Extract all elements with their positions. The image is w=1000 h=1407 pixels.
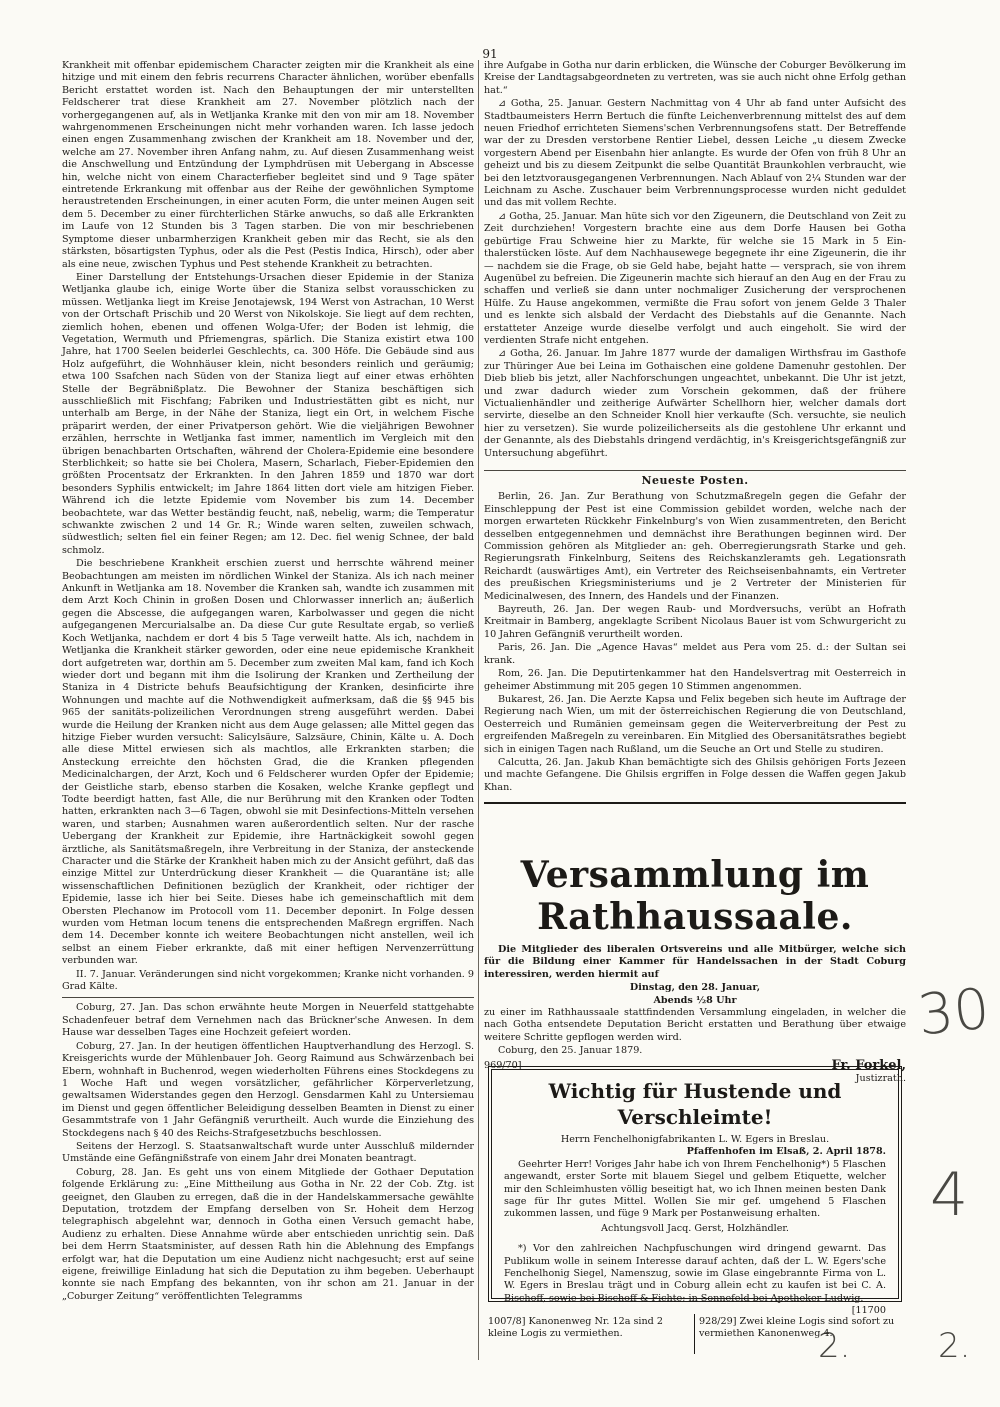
assembly-title: Versammlung im Rathhaussaale. xyxy=(520,854,870,938)
ad-body: Geehrter Herr! Voriges Jahr habe ich von Ihrem Fenchelhonig*) 5 Flaschen angewandt, erster Sorte mit blauem Siegel und gelbem Etiquette, welcher mir den Schleimhusten völlig beseitigt hat, wo ich Ihnen meinen besten Dank sage für Ihr gutes Mittel. Wollen Sie mir gef. umgehend 5 Flaschen zukommen lassen, und füge 9 Mark per Postanweisung erhalten. xyxy=(504,1158,886,1220)
article-paragraph: Einer Darstellung der Entstehungs-Ursachen dieser Epidemie in der Staniza Wetljanka glaube ich, einige Worte über die Staniza selbst vorausschicken zu müssen. Wetljanka liegt im Kreise Jenotajewsk, 194 Werst von Astrachan, 10 Werst von der Ortschaft Prischib und 20 Werst von Nikolskoje. Sie liegt auf dem rechten, ziemlich hohen, ebenen und offenen Wolga-Ufer; der Boden ist lehmig, die Vegetation, Wermuth und Pfriemengras, spärlich. Die Staniza existirt etwa 100 Jahre, hat 1700 Seelen beiderlei Geschlechts, ca. 300 Höfe. Die Gebäude sind aus Holz aufgeführt, die Wohnhäuser klein, nicht besonders reinlich und geräumig; etwa 100 Ssafchen nach Süden von der Staniza liegt auf einer etwas erhöhten Stelle der Begräbnißplatz. Die Bewohner der Staniza beschäftigen sich ausschließlich mit Fischfang; Fabriken und Industriestätten gibt es nicht, nur unterhalb am Berge, in der Nähe der Staniza, liegt ein Ort, in welchem Fische präparirt werden, der einer Privatperson gehört. Wie die vieljährigen Bewohner erzählen, herrschte in Wetljanka fast immer, namentlich im Vergleich mit den übrigen benachbarten Ortschaften, während der Cholera-Epidemie eine besondere Sterblichkeit; so hatte sie bei Cholera, Masern, Scharlach, Fieber-Epidemien den größten Procentsatz der Erkrankten. In den Jahren 1859 und 1870 war dort besonders Syphilis entwickelt; im Jahre 1864 litten dort viele am hitzigen Fieber. Während ich die letzte Epidemie vom November bis zum 14. December beobachtete, war das Wetter beständig feucht, naß, nebelig, warm; die Temperatur schwankte zwischen 2 und 14 Gr. R.; Winde waren selten, zuweilen schwach, südwestlich; selten fiel ein feiner Regen; am 12. Dec. fiel wenig Schnee, der bald schmolz. xyxy=(62,271,474,556)
classified-left: 1007/8] Kanonenweg Nr. 12a sind 2 kleine Logis zu vermiethen. xyxy=(488,1316,663,1340)
assembly-time: Abends ½8 Uhr xyxy=(653,994,737,1006)
fenchelhonig-advertisement xyxy=(488,1066,902,1317)
news-item: ⊿ Gotha, 25. Januar. Man hüte sich vor den Zigeunern, die Deutschland von Zeit zu Zeit durchziehen! Vorgestern brachte eine aus dem Dorfe Hausen bei Gotha gebürtige Frau Schweine hier zu Markte, für welche sie 15 Mark in 5 Ein-thalerstücken löste. Auf dem Nachhausewege begegnete ihr eine Zigeunerin, die ihr — nachdem sie die Frage, ob sie Geld habe, bejaht hatte — versprach, sie von ihrem Augenübel zu befreien. Die Zigeunerin machte sich hierauf an den Aug en der Frau zu schaffen und verließ sie dann unter nochmaliger Zusicherung der versprochenen Hülfe. Zu Hause angekommen, vermißte die Frau sofort von jenem Gelde 3 Thaler und es lenkte sich alsbald der Verdacht des Diebstahls auf die Genannte. Nach erstatteter Anzeige wurde dieselbe verfolgt und auch eingeholt. Sie wird der verdienten Strafe nicht entgehen. xyxy=(484,210,906,346)
section-divider xyxy=(484,802,906,804)
margin-mark: 30 xyxy=(914,976,993,1049)
classified-right: 928/29] Zwei kleine Logis sind sofort zu vermiethen Kanonenweg 4. xyxy=(699,1316,895,1340)
article-paragraph: Krankheit mit offenbar epidemischem Character zeigten mir die Krankheit als eine hitzige und mit einem den febris recurrens Character ähnlichen, worüber ebenfalls Bericht erstattet worden ist. Nach den Behauptungen der mir unterstellten Feldscherer trat diese Krankheit am 27. November plötzlich nach der vorhergegangenen auf, als in Wetljanka Kranke mit den von mir am 18. November wahrgenommenen Erscheinungen nicht mehr vorhanden waren. Ich lasse jedoch einen engen Zusammenhang zwischen der Krankheit am 18. November und der, welche am 27. November ihren Anfang nahm, zu. Auf diesen Zusammenhang weist die Anschwellung und Entzündung der Lymphdrüsen mit Uebergang in Abscesse hin, welche nicht von einem Characterfieber begleitet sind und 9 Tage später eintretende Erkrankung mit offenbar aus der Reihe der gewöhnlichen Symptome heraustretenden Erscheinungen, in einer acuten Form, die unter meinen Augen seit dem 5. December zu einer fürchterlichen Stärke anwuchs, so daß alle Erkrankten im Laufe von 12 Stunden bis 3 Tagen starben. Die von mir beschriebenen Symptome dieser unbarmherzigen Krankheit geben mir das Recht, sie als den stärksten, bösartigsten Typhus, oder als die Pest (Pestis Indica, Hirsch), oder aber als eine neue, zwischen Typhus und Pest stehende Krankheit zu betrachten. xyxy=(62,60,474,270)
news-item: Berlin, 26. Jan. Zur Berathung von Schutzmaßregeln gegen die Gefahr der Einschleppung der Pest ist eine Commission gebildet worden, welche nach der morgen erwarteten Rückkehr Finkelnburg's von Wien zusammentreten, den Bericht desselben entgegennehmen und demnächst ihre Berathungen beginnen wird. Der Commission gehören als Mitglieder an: geh. Oberregierungsrath Starke und geh. Regierungsrath Finkelnburg, Seitens des Reichskanzleramts geh. Legationsrath Reichardt (auswärtiges Amt), ein Vertreter des Reichseisenbahnamts, ein Vertreter des preußischen Kriegsministeriums und je 2 Vertreter der Ministerien für Medicinalwesen, des Innern, des Handels und der Finanzen. xyxy=(484,491,906,602)
article-paragraph: Die beschriebene Krankheit erschien zuerst und herrschte während meiner Beobachtungen am meisten im nördlichen Winkel der Staniza. Als ich nach meiner Ankunft in Wetljanka am 18. November die Kranken sah, wandte ich zusammen mit dem Arzt Koch Chinin in großen Dosen und Chlorwasser innerlich an; äußerlich gegen die Abscesse, die aufgegangen waren, Karbolwasser und gegen die nicht aufgegangenen Mercurialsalbe an. Da diese Cur gute Resultate ergab, so verließ Koch Wetljanka, nachdem er dort 4 bis 5 Tage verweilt hatte. Als ich, nachdem in Wetljanka die Krankheit stärker geworden, oder eine neue epidemische Krankheit dort aufgetreten war, dorthin am 5. December zum zweiten Mal kam, fand ich Koch wieder dort und begann mit ihm die Isolirung der Kranken und Zertheilung der Staniza in 4 Districte behufs Beaufsichtigung der Kranken, desinficirte ihre Wohnungen und machte auf die Nothwendigkeit aufmerksam, daß die §§ 945 bis 965 der sanitäts-polizeilichen Verordnungen streng ausgeführt werden. Dabei wurde die Heilung der Kranken nicht aus dem Auge gelassen; alle Mittel gegen das hitzige Fieber wurden versucht: Salicylsäure, Salzsäure, Chinin, Kälte u. A. Doch alle diese Mittel erwiesen sich als machtlos, alle Erkrankten starben; die Ansteckung erreichte den höchsten Grad, die die Kranken pflegenden Medicinalchargen, der Arzt, Koch und 6 Feldscherer wurden Opfer der Epidemie; der Geistliche starb, ebenso starben die Kosaken, welche Kranke gepflegt und Todte beerdigt hatten, fast Alle, die nur Berührung mit den Kranken oder Todten hatten, erkrankten nach 3—6 Tagen, obwohl sie mit Desinfections-Mitteln versehen waren, und starben; Ausnahmen waren außerordentlich selten. Nur der rasche Uebergang der Krankheit zur Epidemie, ihre Hartnäckigkeit sowohl gegen ärztliche, als Sanitätsmaßregeln, ihre Verbreitung in der Staniza, der ansteckende Character und die Stärke der Krankheit haben mich zu der Ansicht geführt, daß das einzige Mittel zur Unterdrückung dieser Krankheit — die Quarantäne ist; alle wissenschaftlichen Definitionen bezüglich der Krankheit, oder richtiger der Epidemie, lasse ich hier bei Seite. Dieses habe ich gemeinschaftlich mit dem Obersten Plechanow im Protocoll vom 11. December deponirt. In Folge dessen wurden vom Hetman locum tenens die entsprechenden Maßregn ergriffen. Nach dem 14. December konnte ich weitere Beobachtungen nicht anstellen, weil ich selbst an einem Fieber erkrankte, daß mit einer heftigen Nervenzerrüttung verbunden war. xyxy=(62,558,474,967)
news-item: Coburg, 27. Jan. In der heutigen öffentlichen Hauptverhandlung des Herzogl. S. Kreisgerichts wurde der Mühlenbauer Joh. Georg Raimund aus Schwärzenbach bei Ebern, wohnhaft in Buchenrod, wegen wiederholten Führens eines Stockdegens zu 1 Woche Haft und wegen vorsätzlicher, gefährlicher Körperverletzung, gewaltsamen Widerstandes gegen den Herzogl. Gensdarmen Kahl zu Untersiemau im Dienst und gegen öffentlicher Beleidigung desselben Beamten in Dienst zu einer Gesammtstrafe von 1 Jahr Gefängniß verurtheilt. Auch wurde die Einziehung des Stockdegens nach § 40 des Reichs-Strafgesetzbuchs beschlossen. xyxy=(62,1040,474,1139)
page-number: 91 xyxy=(482,47,498,61)
ad-place: Pfaffenhofen im Elsaß, 2. April 1878. xyxy=(686,1146,886,1158)
news-item: ihre Aufgabe in Gotha nur darin erblicken, die Wünsche der Coburger Bevölkerung im Kreise der Landtagsabgeordneten zu vertreten, was sie auch nicht ohne Erfolg gethan hat.“ xyxy=(484,60,906,96)
news-item: Coburg, 28. Jan. Es geht uns von einem Mitgliede der Gothaer Deputation folgende Erklärung zu: „Eine Mittheilung aus Gotha in Nr. 22 der Cob. Ztg. ist geeignet, den Glauben zu erregen, daß die in der Handelskammersache gewählte Deputation, trotzdem der Empfang derselben von Sr. Hoheit dem Herzog telegraphisch abgelehnt war, dennoch in Gotha einen Versuch gemacht habe, Audienz zu erhalten. Diese Annahme würde aber entschieden unrichtig sein. Daß bei dem Herrn Staatsminister, auf dessen Rath hin die Ablehnung des Empfangs erfolgt war, hat die Deputation um eine Audienz nicht nachgesucht; erst auf seine eigene, freiwillige Einladung hat sich die Deputation zu ihm begeben. Ueberhaupt konnte sie nach Empfang des bekannten, von ihr schon am 21. Januar in der „Coburger Zeitung“ veröffentlichten Telegramms xyxy=(62,1166,474,1302)
section-heading: Neueste Posten. xyxy=(641,474,749,487)
ad-closing: Achtungsvoll Jacq. Gerst, Holzhändler. xyxy=(601,1222,789,1234)
assembly-date: Dinstag, den 28. Januar, xyxy=(629,982,761,994)
news-item: Calcutta, 26. Jan. Jakub Khan bemächtigte sich des Ghilsis gehörigen Forts Jezeen und machte Gefangene. Die Ghilsis ergriffen in Folge dessen die Waffen gegen Jakub Khan. xyxy=(484,756,906,793)
assembly-place-date: Coburg, den 25. Januar 1879. xyxy=(498,1045,643,1057)
ad-footnote: *) Vor den zahlreichen Nachpfuschungen wird dringend gewarnt. Das Publikum wolle in seinem Interesse darauf achten, daß der L. W. Egers'sche Fenchelhonig Siegel, Namenszug, sowie im Glase eingebrannte Firma von L. W. Egers in Breslau trägt und in Coburg allein echt zu kaufen ist bei C. A. Bischoff, sowie bei Bischoff & Fichte; in Sonnefeld bei Apotheker Ludwig. xyxy=(504,1243,886,1304)
news-item: Seitens der Herzogl. S. Staatsanwaltschaft wurde unter Ausschluß mildernder Umstände eine Gefängnißstrafe von einem Jahr drei Monaten beantragt. xyxy=(62,1140,474,1165)
left-column xyxy=(62,60,474,1302)
assembly-body-2: zu einer im Rathhaussaale stattfindenden Versammlung eingeladen, in welcher die nach Gotha entsendete Deputation Bericht erstatten und Berathung über etwaige weitere Schritte gepflogen werden wird. xyxy=(484,1007,906,1043)
ad-intro: Herrn Fenchelhonigfabrikanten L. W. Egers in Breslau. xyxy=(560,1134,830,1145)
margin-mark: 2. xyxy=(938,1326,971,1366)
assembly-body: Die Mitglieder des liberalen Ortsvereins und alle Mitbürger, welche sich für die Bildung einer Kammer für Handelssachen in der Stadt Coburg interessiren, werden hiermit auf xyxy=(484,944,906,980)
article-paragraph: II. 7. Januar. Veränderungen sind nicht vorgekommen; Kranke nicht vorhanden. 9 Grad Kälte. xyxy=(62,968,474,993)
ad-title: Wichtig für Hustende und Verschleimte! xyxy=(548,1079,842,1129)
column-rule xyxy=(478,60,479,1360)
news-item: Bukarest, 26. Jan. Die Aerzte Kapsa und Felix begeben sich heute im Auftrage der Regierung nach Wien, um mit der österreichischen Regierung die von Deutschland, Oesterreich und Rumänien gemeinsam gegen die Weiterverbreitung der Pest zu ergreifenden Maßregeln zu vereinbaren. Ein Mitglied des Obersanitätsrathes begiebt sich in einigen Tagen nach Rußland, um die Seuche an Ort und Stelle zu studiren. xyxy=(484,693,906,755)
news-item: Rom, 26. Jan. Die Deputirtenkammer hat den Handelsvertrag mit Oesterreich in geheimer Abstimmung mit 205 gegen 10 Stimmen angenommen. xyxy=(484,668,906,692)
news-item: ⊿ Gotha, 26. Januar. Im Jahre 1877 wurde der damaligen Wirthsfrau im Gasthofe zur Thüringer Aue bei Leina im Gothaischen eine goldene Damenuhr gestohlen. Der Dieb blieb bis jetzt, aller Nachforschungen ungeachtet, unbekannt. Die Uhr ist jetzt, und zwar dadurch wieder zum Vorschein gekommen, daß der frühere Victualienhändler und zeitherige Aufwärter Schellhorn hier, welcher damals dort servirte, dieselbe an den Schneider Knoll hier verkaufte (Sch. versuchte, sie neulich hier zu versetzen). Sie wurde polizeilicherseits als die gestohlene Uhr erkannt und der Genannte, als des Diebstahls dringend verdächtig, in's Kreisgerichtsgefängniß zur Untersuchung abgeführt. xyxy=(484,348,906,459)
assembly-notice xyxy=(484,850,906,1085)
section-divider xyxy=(62,997,474,998)
section-divider xyxy=(484,470,906,471)
margin-mark: 2. xyxy=(818,1326,851,1366)
news-item: Paris, 26. Jan. Die „Agence Havas“ meldet aus Pera vom 25. d.: der Sultan sei krank. xyxy=(484,642,906,666)
news-item: Bayreuth, 26. Jan. Der wegen Raub- und Mordversuchs, verübt an Hofrath Kreitmair in Bamberg, angeklagte Scribent Nicolaus Bauer ist vom Schwurgericht zu 10 Jahren Gefängniß verurtheilt worden. xyxy=(484,604,906,640)
signature-name: Fr. Forkel, xyxy=(831,1057,906,1073)
ad-ref: [11700 xyxy=(851,1305,886,1317)
signature-title: Justizrath. xyxy=(855,1073,906,1085)
news-item: Coburg, 27. Jan. Das schon erwähnte heute Morgen in Neuerfeld stattgehabte Schadenfeuer betraf dem Vernehmen nach das Brückner'sche Anwesen. In dem Hause war desselben Tages eine Hochzeit gefeiert worden. xyxy=(62,1002,474,1039)
margin-mark: 4 xyxy=(930,1160,969,1230)
assembly-ref: 969/70] xyxy=(484,1059,522,1071)
news-item: ⊿ Gotha, 25. Januar. Gestern Nachmittag von 4 Uhr ab fand unter Aufsicht des Stadtbaumeisters Herrn Bertuch die fünfte Leichenverbrennung mittelst des auf dem neuen Friedhof errichteten Siemens'schen Verbrennungsofens statt. Der Betreffende war der zu Dresden verstorbene Rentier Liebel, dessen Leiche „u diesem Zwecke vorgestern Abend per Eisenbahn hier anlangte. Es wurde der Ofen von früh 8 Uhr an geheizt und bis zu diesem Zeitpunkt die selbe Quantität Braunkohlen verbraucht, wie bei den letztvorausgegangenen Verbrennungen. Nach Ablauf von 2¼ Stunden war der Leichnam zu Asche. Zuschauer beim Verbrennungsprocesse wurden nicht geduldet und das mit vollem Rechte. xyxy=(484,98,906,209)
